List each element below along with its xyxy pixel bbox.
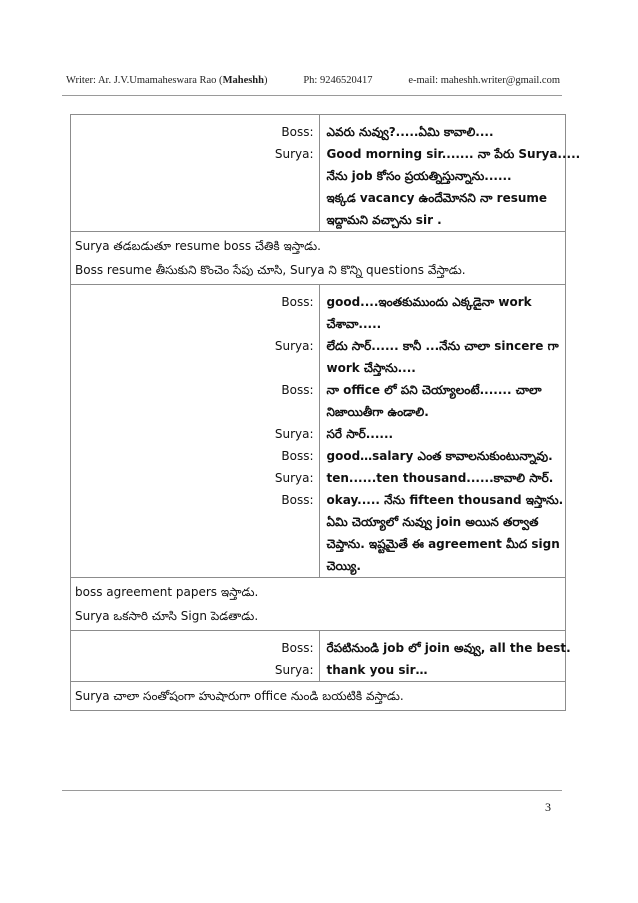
dialogue-line: రేపటినుండి job లో join అవ్వు, all the best.	[326, 641, 571, 655]
footer-divider	[62, 790, 562, 791]
narration-line: Boss resume తీసుకుని కొంచెం సేపు చూసి, Surya ని కొన్ని questions వేస్తాడు.	[75, 263, 466, 277]
dialogue-line: Good morning sir....... నా పేరు Surya.....	[326, 147, 581, 161]
dialogue-line: లేదు సార్...... కానీ ...నేను చాలా sincere గా	[326, 339, 559, 353]
speaker-column	[71, 115, 320, 232]
dialogue-line: నా office లో పని చెయ్యాలంటే....... చాలా	[326, 383, 542, 397]
header-divider	[62, 95, 562, 96]
dialogue-column	[319, 631, 571, 682]
writer-credit: Writer: Ar. J.V.Umamaheswara Rao (Maheshh)	[66, 75, 268, 86]
dialogue-line: work చేస్తాను....	[326, 361, 416, 375]
speaker-label	[71, 165, 314, 187]
email-address: e-mail: maheshh.writer@gmail.com	[408, 75, 560, 86]
narration-cell	[71, 682, 566, 711]
speaker-column	[71, 285, 320, 578]
narration-cell	[71, 232, 566, 285]
dialogue-line: okay..... నేను fifteen thousand ఇస్తాను.	[326, 493, 564, 507]
speaker-label: Surya:	[274, 147, 314, 161]
dialogue-line: నేను job కోసం ప్రయత్నిస్తున్నాను......	[326, 169, 512, 183]
speaker-label: Surya:	[274, 471, 314, 485]
writer-name: Maheshh	[222, 75, 264, 86]
page-header	[66, 75, 560, 86]
dialogue-line: ఇక్కడ vacancy ఉందేమోనని నా resume	[326, 191, 548, 205]
speaker-label	[71, 511, 314, 533]
dialogue-row	[71, 115, 566, 232]
speaker-label: Surya:	[274, 339, 314, 353]
speaker-label	[71, 313, 314, 335]
speaker-column	[71, 631, 320, 682]
dialogue-column	[319, 285, 566, 578]
speaker-label: Boss:	[281, 641, 314, 655]
speaker-label: Boss:	[281, 125, 314, 139]
phone-number: Ph: 9246520417	[303, 75, 373, 86]
narration-cell	[71, 578, 566, 631]
speaker-label	[71, 533, 314, 555]
narration-line: boss agreement papers ఇస్తాడు.	[75, 585, 259, 599]
dialogue-line: ten......ten thousand......కావాలి సార్.	[326, 471, 554, 485]
narration-line: Surya చాలా సంతోషంగా హుషారుగా office నుండి బయటికి వస్తాడు.	[75, 689, 404, 703]
dialogue-line: చెయ్యి.	[326, 559, 361, 573]
dialogue-line: నిజాయితీగా ఉండాలి.	[326, 405, 429, 419]
speaker-label	[71, 357, 314, 379]
speaker-label: Boss:	[281, 493, 314, 507]
narration-row	[71, 682, 566, 711]
narration-row	[71, 578, 566, 631]
speaker-label: Boss:	[281, 295, 314, 309]
speaker-label	[71, 187, 314, 209]
dialogue-line: thank you sir…	[326, 663, 428, 677]
dialogue-line: చేశావా.....	[326, 317, 382, 331]
dialogue-line: ఇద్దామని వచ్చాను sir .	[326, 213, 442, 227]
narration-line: Surya తడబడుతూ resume boss చేతికి ఇస్తాడు.	[75, 239, 321, 253]
dialogue-line: చెప్తాను. ఇష్టమైతే ఈ agreement మీద sign	[326, 537, 560, 551]
speaker-label: Surya:	[274, 663, 314, 677]
speaker-label: Boss:	[281, 449, 314, 463]
narration-row	[71, 232, 566, 285]
speaker-label	[71, 209, 314, 231]
dialogue-line: ఏమి చెయ్యాలో నువ్వు join అయిన తర్వాత	[326, 515, 539, 529]
dialogue-column	[319, 115, 581, 232]
dialogue-line: సరే సార్......	[326, 427, 394, 441]
dialogue-row	[71, 285, 566, 578]
dialogue-line: good…salary ఎంత కావాలనుకుంటున్నావు.	[326, 449, 553, 463]
script-table	[70, 114, 581, 711]
dialogue-line: ఎవరు నువ్వు?.....ఏమి కావాలి....	[326, 125, 494, 139]
dialogue-line: good....ఇంతకుముందు ఎక్కడైనా work	[326, 295, 532, 309]
speaker-label: Boss:	[281, 383, 314, 397]
speaker-label	[71, 401, 314, 423]
page-number: 3	[545, 800, 551, 814]
speaker-label	[71, 555, 314, 577]
dialogue-row	[71, 631, 566, 682]
speaker-label: Surya:	[274, 427, 314, 441]
narration-line: Surya ఒకసారి చూసి Sign పెడతాడు.	[75, 609, 259, 623]
